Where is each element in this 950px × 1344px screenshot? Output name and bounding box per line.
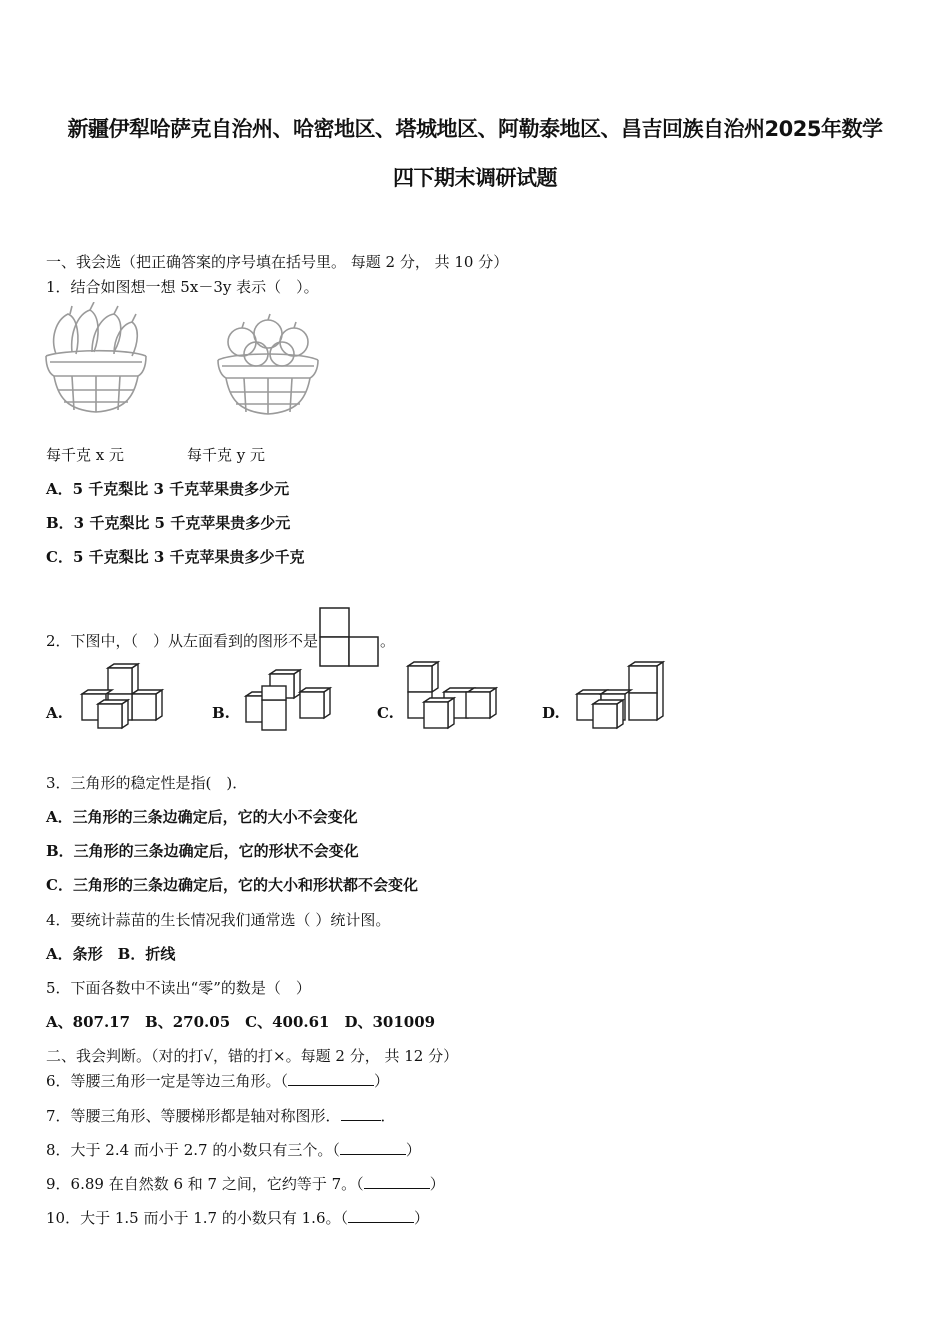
judge-item-10 xyxy=(46,1208,429,1228)
judge-text: 8．大于 2.4 而小于 2.7 的小数只有三个。（ xyxy=(46,1141,340,1159)
q2-label-a: A. xyxy=(46,704,63,722)
judge-end: ） xyxy=(374,1072,390,1090)
q5-stem: 5．下面各数中不读出“零”的数是（ ） xyxy=(46,979,311,997)
judge-end: ） xyxy=(405,1141,421,1159)
q2-label-b: B. xyxy=(212,704,230,722)
judge-text: 10．大于 1.5 而小于 1.7 的小数只有 1.6。（ xyxy=(46,1209,348,1227)
q1-caption-pears: 每千克 x 元 xyxy=(46,446,124,464)
judge-end: ） xyxy=(429,1175,445,1193)
apple-basket-image xyxy=(212,312,324,420)
q1-option-c: C．5 千克梨比 3 千克苹果贵多少千克 xyxy=(46,548,305,566)
cube-figure-a xyxy=(78,662,170,732)
answer-blank[interactable] xyxy=(341,1106,381,1121)
answer-blank[interactable] xyxy=(348,1208,414,1223)
q3-option-c: C．三角形的三条边确定后，它的大小和形状都不会变化 xyxy=(46,876,418,894)
q3-option-b: B．三角形的三条边确定后，它的形状不会变化 xyxy=(46,842,359,860)
side-view-figure xyxy=(318,606,380,670)
q3-option-a: A．三角形的三条边确定后，它的大小不会变化 xyxy=(46,808,358,826)
cube-figure-b xyxy=(242,668,336,734)
exam-title-line1: 新疆伊犁哈萨克自治州、哈密地区、塔城地区、阿勒泰地区、昌吉回族自治州2025年数学 xyxy=(67,117,883,141)
cube-figure-c xyxy=(404,660,498,734)
pear-basket-image xyxy=(42,302,152,420)
cube-figure-d xyxy=(573,660,669,732)
q2-label-d: D. xyxy=(542,704,560,722)
q2-stem-end: 。 xyxy=(380,632,396,650)
judge-text: 7．等腰三角形、等腰梯形都是轴对称图形． xyxy=(46,1107,341,1125)
judge-end: ） xyxy=(414,1209,430,1227)
judge-item-8 xyxy=(46,1140,421,1160)
section2-heading: 二、我会判断。（对的打√，错的打×。每题 2 分， 共 12 分） xyxy=(46,1047,459,1065)
q2-label-c: C. xyxy=(377,704,394,722)
judge-item-6 xyxy=(46,1071,389,1091)
judge-item-7 xyxy=(46,1106,396,1126)
q3-stem: 3．三角形的稳定性是指( )． xyxy=(46,774,248,792)
judge-text: 6．等腰三角形一定是等边三角形。（ xyxy=(46,1072,289,1090)
q4-stem: 4．要统计蒜苗的生长情况我们通常选（ ）统计图。 xyxy=(46,911,391,929)
judge-text: 9．6.89 在自然数 6 和 7 之间，它约等于 7。（ xyxy=(46,1175,364,1193)
q2-stem xyxy=(46,606,395,670)
judge-end: ． xyxy=(380,1107,396,1125)
exam-title-line2: 四下期末调研试题 xyxy=(393,166,557,190)
answer-blank[interactable] xyxy=(288,1071,374,1086)
q4-options: A．条形 B．折线 xyxy=(46,945,176,963)
judge-item-9 xyxy=(46,1174,445,1194)
answer-blank[interactable] xyxy=(364,1174,430,1189)
q5-options: A、807.17 B、270.05 C、400.61 D、301009 xyxy=(46,1013,436,1031)
q1-option-a: A．5 千克梨比 3 千克苹果贵多少元 xyxy=(46,480,290,498)
q1-caption-apples: 每千克 y 元 xyxy=(187,446,266,464)
q1-option-b: B．3 千克梨比 5 千克苹果贵多少元 xyxy=(46,514,291,532)
q1-stem: 1．结合如图想一想 5x－3y 表示（ ）。 xyxy=(46,278,319,296)
answer-blank[interactable] xyxy=(340,1140,406,1155)
section1-heading: 一、我会选（把正确答案的序号填在括号里。 每题 2 分， 共 10 分） xyxy=(46,253,509,271)
q2-stem-text: 2．下图中，（ ）从左面看到的图形不是 xyxy=(46,632,319,650)
